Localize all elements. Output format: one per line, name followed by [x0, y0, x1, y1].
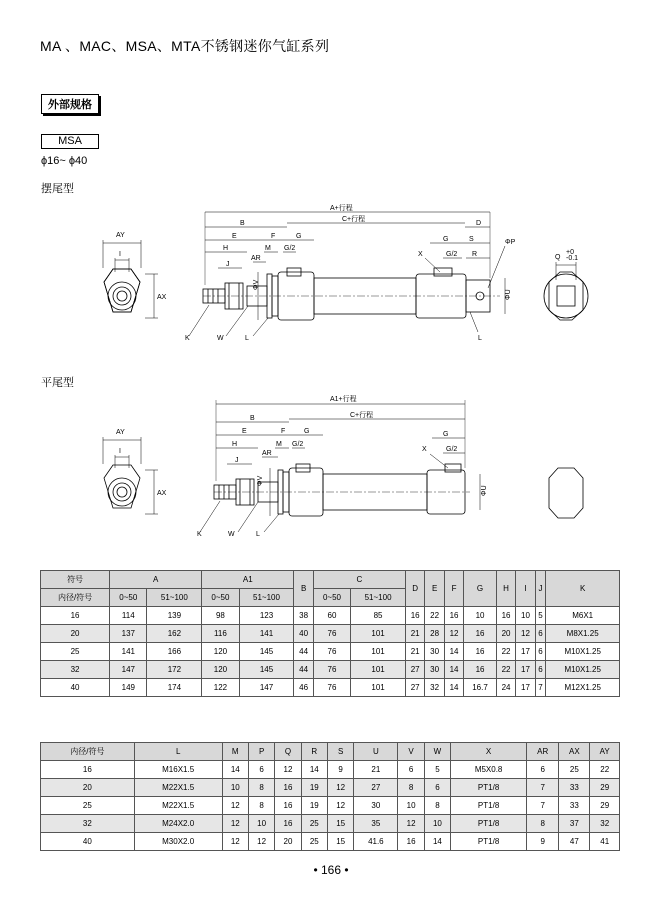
- table-cell: 27: [405, 679, 424, 697]
- th-b: B: [294, 571, 313, 607]
- dim2-c-stroke: C+行程: [350, 412, 374, 419]
- dim-g: G: [296, 233, 302, 240]
- th-j: J: [535, 571, 546, 607]
- th-a1: A1: [202, 571, 294, 589]
- table-cell: 14: [301, 761, 327, 779]
- dim-m: M: [265, 245, 271, 252]
- model-box: MSA: [41, 134, 99, 149]
- table-cell: M10X1.25: [546, 661, 620, 679]
- table-cell: 40: [41, 833, 135, 851]
- table-cell: 141: [110, 643, 147, 661]
- table-cell: 14: [444, 643, 463, 661]
- dim2-e: E: [242, 428, 247, 435]
- table-cell: 15: [327, 833, 353, 851]
- table-cell: 16: [444, 607, 463, 625]
- dim-b: B: [240, 220, 245, 227]
- th-neijing: 内径/符号: [41, 589, 110, 607]
- spec-table-1: [40, 570, 620, 697]
- rear-view-1: [544, 262, 588, 320]
- dim2-ax: AX: [157, 490, 167, 497]
- table-cell: 123: [239, 607, 294, 625]
- table-cell: 41.6: [354, 833, 398, 851]
- table-row: [41, 815, 620, 833]
- table-cell: 76: [313, 679, 350, 697]
- table-cell: 76: [313, 661, 350, 679]
- table-cell: 6: [398, 761, 424, 779]
- table-header-cell: P: [248, 743, 274, 761]
- table-cell: 147: [239, 679, 294, 697]
- table-cell: M12X1.25: [546, 679, 620, 697]
- dim2-i: I: [119, 448, 121, 455]
- table-cell: M16X1.5: [134, 761, 222, 779]
- table-cell: 149: [110, 679, 147, 697]
- table-cell: 17: [516, 643, 535, 661]
- table-cell: 41: [590, 833, 620, 851]
- dim-h: H: [223, 245, 229, 252]
- table-cell: 10: [222, 779, 248, 797]
- table-cell: 16: [405, 607, 424, 625]
- dim-w: W: [217, 335, 224, 342]
- table-cell: 20: [275, 833, 301, 851]
- table-cell: 12: [248, 833, 274, 851]
- dim2-ar: AR: [262, 450, 272, 457]
- table-cell: 10: [248, 815, 274, 833]
- table-cell: 137: [110, 625, 147, 643]
- table-cell: 145: [239, 643, 294, 661]
- table-cell: M10X1.25: [546, 643, 620, 661]
- spec-table-2: [40, 742, 620, 851]
- th-a: A: [110, 571, 202, 589]
- table-cell: 35: [354, 815, 398, 833]
- table-cell: 22: [590, 761, 620, 779]
- dim2-w: W: [228, 531, 235, 538]
- table-cell: 29: [590, 797, 620, 815]
- table-cell: 33: [559, 797, 590, 815]
- table-cell: 28: [425, 625, 444, 643]
- table-header-cell: 内径/符号: [41, 743, 135, 761]
- front-view-hex-1: [103, 240, 158, 318]
- table-header-cell: M: [222, 743, 248, 761]
- table-row: [41, 679, 620, 697]
- th-g: G: [464, 571, 497, 607]
- th-h: H: [496, 571, 515, 607]
- dim-k: K: [185, 335, 190, 342]
- th-a-s1: 0~50: [110, 589, 147, 607]
- table-cell: 139: [147, 607, 202, 625]
- dim-x: X: [418, 251, 423, 258]
- dim2-g-right: G: [443, 431, 449, 438]
- table-cell: 24: [496, 679, 515, 697]
- table-row: [41, 661, 620, 679]
- dim2-m: M: [276, 441, 282, 448]
- table-cell: 44: [294, 643, 313, 661]
- table-cell: 174: [147, 679, 202, 697]
- table-cell: 30: [354, 797, 398, 815]
- table-cell: 32: [425, 679, 444, 697]
- table-cell: 12: [444, 625, 463, 643]
- table-cell: 8: [527, 815, 559, 833]
- table-cell: 46: [294, 679, 313, 697]
- table-cell: 14: [444, 661, 463, 679]
- table-cell: 10: [464, 607, 497, 625]
- table-cell: 120: [202, 661, 239, 679]
- table-header-cell: S: [327, 743, 353, 761]
- table-cell: 85: [351, 607, 406, 625]
- table-cell: 7: [527, 779, 559, 797]
- dim-q-tol-dn: -0.1: [566, 255, 579, 262]
- table-cell: 16: [41, 761, 135, 779]
- table-cell: 12: [222, 815, 248, 833]
- table-cell: 20: [41, 625, 110, 643]
- table-cell: 12: [222, 833, 248, 851]
- th-a1-s2: 51~100: [239, 589, 294, 607]
- table-cell: 19: [301, 797, 327, 815]
- dim-c-stroke: C+行程: [342, 216, 366, 223]
- subtitle-flat-tail: 平尾型: [41, 377, 74, 389]
- table-cell: 141: [239, 625, 294, 643]
- table-row: [41, 833, 620, 851]
- dim-ay: AY: [116, 232, 125, 239]
- table-cell: M22X1.5: [134, 797, 222, 815]
- dim-g2-right: G/2: [446, 251, 458, 258]
- page-number: • 166 •: [313, 863, 349, 877]
- table-cell: 101: [351, 661, 406, 679]
- page-title: MA 、MAC、MSA、MTA不锈钢迷你气缸系列: [40, 38, 330, 54]
- table-row: [41, 607, 620, 625]
- table-cell: 21: [405, 643, 424, 661]
- table-cell: 7: [527, 797, 559, 815]
- dim-ax: AX: [157, 294, 167, 301]
- table-cell: 27: [405, 661, 424, 679]
- table-cell: 6: [527, 761, 559, 779]
- table-header-cell: W: [424, 743, 450, 761]
- table-cell: 12: [398, 815, 424, 833]
- table-cell: 33: [559, 779, 590, 797]
- dim-v: ΦV: [253, 279, 260, 290]
- dim2-j: J: [235, 457, 239, 464]
- table-cell: 145: [239, 661, 294, 679]
- table-cell: 9: [327, 761, 353, 779]
- table-header-cell: X: [451, 743, 527, 761]
- dim2-ay: AY: [116, 429, 125, 436]
- table-cell: 101: [351, 625, 406, 643]
- table-cell: 16: [275, 779, 301, 797]
- table-cell: 25: [41, 643, 110, 661]
- table-cell: 8: [248, 779, 274, 797]
- table-cell: 25: [559, 761, 590, 779]
- table-cell: 12: [222, 797, 248, 815]
- th-i: I: [516, 571, 535, 607]
- table-cell: 6: [248, 761, 274, 779]
- table-cell: 30: [425, 661, 444, 679]
- table-cell: 27: [354, 779, 398, 797]
- table-row: [41, 761, 620, 779]
- dim-p: ΦP: [505, 239, 516, 246]
- table-cell: 172: [147, 661, 202, 679]
- table-header-cell: AY: [590, 743, 620, 761]
- table-cell: M5X0.8: [451, 761, 527, 779]
- table-cell: 16: [464, 661, 497, 679]
- dim-j: J: [226, 261, 230, 268]
- table-cell: 6: [424, 779, 450, 797]
- table-row: [41, 625, 620, 643]
- table-cell: 21: [354, 761, 398, 779]
- table-cell: PT1/8: [451, 833, 527, 851]
- dim2-b: B: [250, 415, 255, 422]
- table-cell: 116: [202, 625, 239, 643]
- rear-view-2: [549, 468, 583, 518]
- table-row: [41, 643, 620, 661]
- th-e: E: [425, 571, 444, 607]
- table-cell: 6: [535, 643, 546, 661]
- dim2-g2-right: G/2: [446, 446, 458, 453]
- table-cell: 22: [496, 643, 515, 661]
- table-cell: 15: [327, 815, 353, 833]
- dim-l-right: L: [478, 335, 482, 342]
- th-k: K: [546, 571, 620, 607]
- table-cell: 21: [405, 625, 424, 643]
- subtitle-swing-tail: 摆尾型: [41, 183, 74, 195]
- table-cell: 101: [351, 643, 406, 661]
- table-cell: 22: [425, 607, 444, 625]
- th-a-s2: 51~100: [147, 589, 202, 607]
- table-cell: 38: [294, 607, 313, 625]
- table-cell: 17: [516, 661, 535, 679]
- table-cell: 7: [535, 679, 546, 697]
- table-cell: 25: [41, 797, 135, 815]
- th-fuhao: 符号: [41, 571, 110, 589]
- table-cell: 40: [41, 679, 110, 697]
- bore-range: ϕ16~ ϕ40: [41, 155, 88, 167]
- table-cell: M8X1.25: [546, 625, 620, 643]
- front-view-hex-2: [103, 437, 158, 514]
- table-cell: 16: [496, 607, 515, 625]
- table-cell: 16: [398, 833, 424, 851]
- dim-l: L: [245, 335, 249, 342]
- dim-g2: G/2: [284, 245, 296, 252]
- table-cell: 32: [590, 815, 620, 833]
- th-c-s1: 0~50: [313, 589, 350, 607]
- table-cell: 20: [496, 625, 515, 643]
- table-row: [41, 779, 620, 797]
- table-cell: M30X2.0: [134, 833, 222, 851]
- table-cell: 32: [41, 815, 135, 833]
- table-cell: 147: [110, 661, 147, 679]
- table-cell: 16: [275, 797, 301, 815]
- dim2-g: G: [304, 428, 310, 435]
- table-cell: 25: [301, 833, 327, 851]
- table-row: [41, 797, 620, 815]
- dimension-labels: [116, 203, 578, 538]
- dim2-h: H: [232, 441, 238, 448]
- dim2-x: X: [422, 446, 427, 453]
- table-cell: 12: [516, 625, 535, 643]
- table-cell: 8: [248, 797, 274, 815]
- table-cell: 44: [294, 661, 313, 679]
- table-cell: 5: [424, 761, 450, 779]
- table-cell: 30: [425, 643, 444, 661]
- table-cell: 10: [516, 607, 535, 625]
- table-cell: 122: [202, 679, 239, 697]
- table-cell: 162: [147, 625, 202, 643]
- dim2-f: F: [281, 428, 286, 435]
- side-view-cylinder-1: [189, 212, 505, 336]
- table-header-cell: V: [398, 743, 424, 761]
- dim-ar: AR: [251, 255, 261, 262]
- table-cell: 12: [327, 797, 353, 815]
- table-cell: 12: [275, 761, 301, 779]
- dim2-k: K: [197, 531, 202, 538]
- th-d: D: [405, 571, 424, 607]
- dim-s: S: [469, 236, 474, 243]
- table-cell: 6: [535, 661, 546, 679]
- table-cell: 10: [398, 797, 424, 815]
- table-header-cell: U: [354, 743, 398, 761]
- table-header-cell: Q: [275, 743, 301, 761]
- table-cell: 20: [41, 779, 135, 797]
- table-cell: M24X2.0: [134, 815, 222, 833]
- table-cell: 5: [535, 607, 546, 625]
- table-cell: 60: [313, 607, 350, 625]
- table-cell: 120: [202, 643, 239, 661]
- dim2-l: L: [256, 531, 260, 538]
- dim2-u: ΦU: [481, 485, 488, 496]
- table-header-cell: AR: [527, 743, 559, 761]
- dim-u: ΦU: [505, 289, 512, 300]
- th-a1-s1: 0~50: [202, 589, 239, 607]
- th-c-s2: 51~100: [351, 589, 406, 607]
- dim-f: F: [271, 233, 276, 240]
- th-c: C: [313, 571, 405, 589]
- dim-q: Q: [555, 254, 561, 261]
- table-cell: M22X1.5: [134, 779, 222, 797]
- table-header-cell: R: [301, 743, 327, 761]
- dim-e: E: [232, 233, 237, 240]
- table-cell: 114: [110, 607, 147, 625]
- dim2-a1-stroke: A1+行程: [330, 396, 357, 403]
- table-cell: 14: [444, 679, 463, 697]
- table-cell: 12: [327, 779, 353, 797]
- table-cell: 32: [41, 661, 110, 679]
- table-cell: 6: [535, 625, 546, 643]
- table-cell: PT1/8: [451, 815, 527, 833]
- th-f: F: [444, 571, 463, 607]
- table-cell: 22: [496, 661, 515, 679]
- table-cell: 16: [464, 625, 497, 643]
- dim-g-right: G: [443, 236, 449, 243]
- table-cell: 101: [351, 679, 406, 697]
- table-cell: 40: [294, 625, 313, 643]
- dim2-g2: G/2: [292, 441, 304, 448]
- table-cell: 16.7: [464, 679, 497, 697]
- table-cell: 166: [147, 643, 202, 661]
- table-cell: 8: [398, 779, 424, 797]
- table-cell: 29: [590, 779, 620, 797]
- table-cell: 98: [202, 607, 239, 625]
- table-cell: 37: [559, 815, 590, 833]
- table-cell: 8: [424, 797, 450, 815]
- dim-a-stroke: A+行程: [330, 205, 353, 212]
- table-cell: M6X1: [546, 607, 620, 625]
- table-cell: 17: [516, 679, 535, 697]
- dim-d: D: [476, 220, 482, 227]
- table-header-cell: AX: [559, 743, 590, 761]
- table-cell: PT1/8: [451, 797, 527, 815]
- dim2-v: ΦV: [257, 475, 264, 486]
- table-cell: 14: [424, 833, 450, 851]
- table-cell: 16: [41, 607, 110, 625]
- table-cell: 10: [424, 815, 450, 833]
- table-cell: 76: [313, 643, 350, 661]
- table-cell: 9: [527, 833, 559, 851]
- table-cell: 47: [559, 833, 590, 851]
- table-cell: 16: [275, 815, 301, 833]
- table-header-cell: L: [134, 743, 222, 761]
- table-cell: 16: [464, 643, 497, 661]
- table-cell: 19: [301, 779, 327, 797]
- dim-q-tol-up: +0: [566, 249, 574, 256]
- table-cell: 25: [301, 815, 327, 833]
- table-cell: 76: [313, 625, 350, 643]
- table-cell: 14: [222, 761, 248, 779]
- section-label: 外部规格: [41, 94, 99, 114]
- dim-i: I: [119, 251, 121, 258]
- side-view-cylinder-2: [200, 400, 480, 532]
- table-cell: PT1/8: [451, 779, 527, 797]
- dim-r: R: [472, 251, 478, 258]
